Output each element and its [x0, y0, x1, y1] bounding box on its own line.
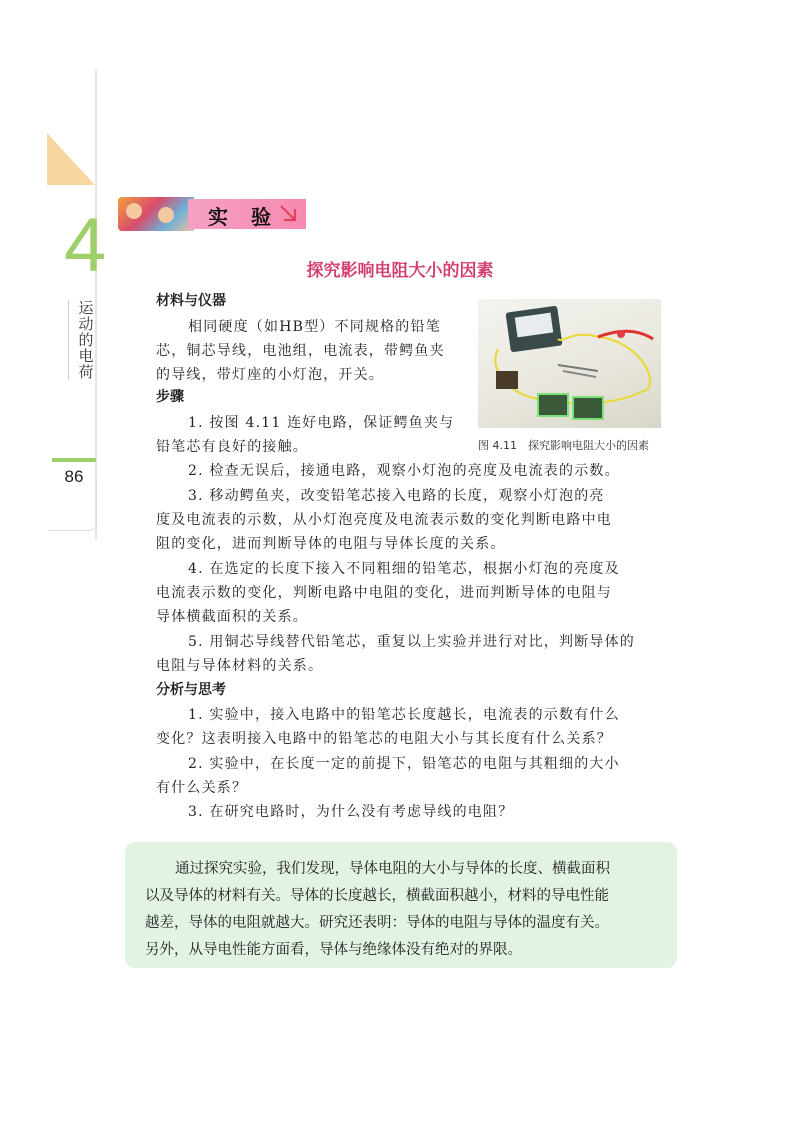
materials-heading: 材料与仪器: [156, 293, 226, 309]
step-line: 阻的变化，进而判断导体的电阻与导体长度的关系。: [156, 536, 506, 552]
analysis-line: 变化？这表明接入电路中的铅笔芯的电阻大小与其长度有什么关系？: [156, 731, 612, 747]
circuit-photo: [478, 299, 661, 428]
analysis-heading: 分析与思考: [156, 682, 226, 698]
banner-bar: [188, 199, 306, 229]
summary-line: 越差，导体的电阻就越大。研究还表明：导体的电阻与导体的温度有关。: [145, 915, 609, 931]
summary-line: 另外，从导电性能方面看，导体与绝缘体没有绝对的界限。: [145, 942, 522, 958]
summary-text: [145, 856, 665, 964]
materials-line: 的导线，带灯座的小灯泡，开关。: [156, 367, 384, 383]
step-line: 电流表示数的变化，判断电路中电阻的变化，进而判断导体的电阻与: [156, 585, 612, 601]
child-face-image: [158, 207, 174, 223]
step-line: 2. 检查无误后，接通电路，观察小灯泡的亮度及电流表的示数。: [188, 463, 620, 479]
experiment-banner: [118, 197, 308, 231]
step-line: 4. 在选定的长度下接入不同粗细的铅笔芯，根据小灯泡的亮度及: [188, 561, 620, 577]
child-face-image: [126, 203, 142, 219]
summary-line: 以及导体的材料有关。导体的长度越长，横截面积越小，材料的导电性能: [145, 888, 609, 904]
steps-heading: 步骤: [156, 389, 184, 405]
circuit-illustration: [478, 299, 661, 428]
analysis-line: 有什么关系？: [156, 780, 248, 796]
analysis-line: 2. 实验中，在长度一定的前提下，铅笔芯的电阻与其粗细的大小: [188, 756, 620, 772]
chapter-number: 4: [64, 203, 107, 288]
chapter-title: 运动的电荷: [68, 300, 97, 380]
materials-line: 相同硬度（如HB型）不同规格的铅笔: [188, 319, 441, 335]
materials-line: 芯，铜芯导线，电池组，电流表，带鳄鱼夹: [156, 343, 445, 359]
step-line: 度及电流表的示数，从小灯泡亮度及电流表示数的变化判断电路中电: [156, 512, 612, 528]
analysis-line: 1. 实验中，接入电路中的铅笔芯长度越长，电流表的示数有什么: [188, 707, 620, 723]
step-line: 电阻与导体材料的关系。: [156, 658, 324, 674]
step-line: 导体横截面积的关系。: [156, 609, 308, 625]
page-number: 86: [52, 458, 96, 492]
step-line: 5. 用铜芯导线替代铅笔芯，重复以上实验并进行对比，判断导体的: [188, 634, 636, 650]
analysis-line: 3. 在研究电路时，为什么没有考虑导线的电阻？: [188, 804, 514, 820]
banner-label: 实 验: [208, 205, 279, 229]
arrow-down-right-icon: [278, 203, 298, 223]
page-corner-decoration: [48, 482, 97, 531]
corner-decoration: [47, 133, 95, 185]
step-line: 1. 按图 4.11 连好电路，保证鳄鱼夹与: [188, 415, 455, 431]
step-line: 3. 移动鳄鱼夹，改变铅笔芯接入电路的长度，观察小灯泡的亮: [188, 488, 605, 504]
figure-caption: 图 4.11 探究影响电阻大小的因素: [478, 439, 649, 452]
summary-line: 通过探究实验，我们发现，导体电阻的大小与导体的长度、横截面积: [175, 861, 610, 877]
page-title: 探究影响电阻大小的因素: [306, 261, 494, 281]
banner-photo: [118, 197, 194, 231]
step-line: 铅笔芯有良好的接触。: [156, 439, 308, 455]
